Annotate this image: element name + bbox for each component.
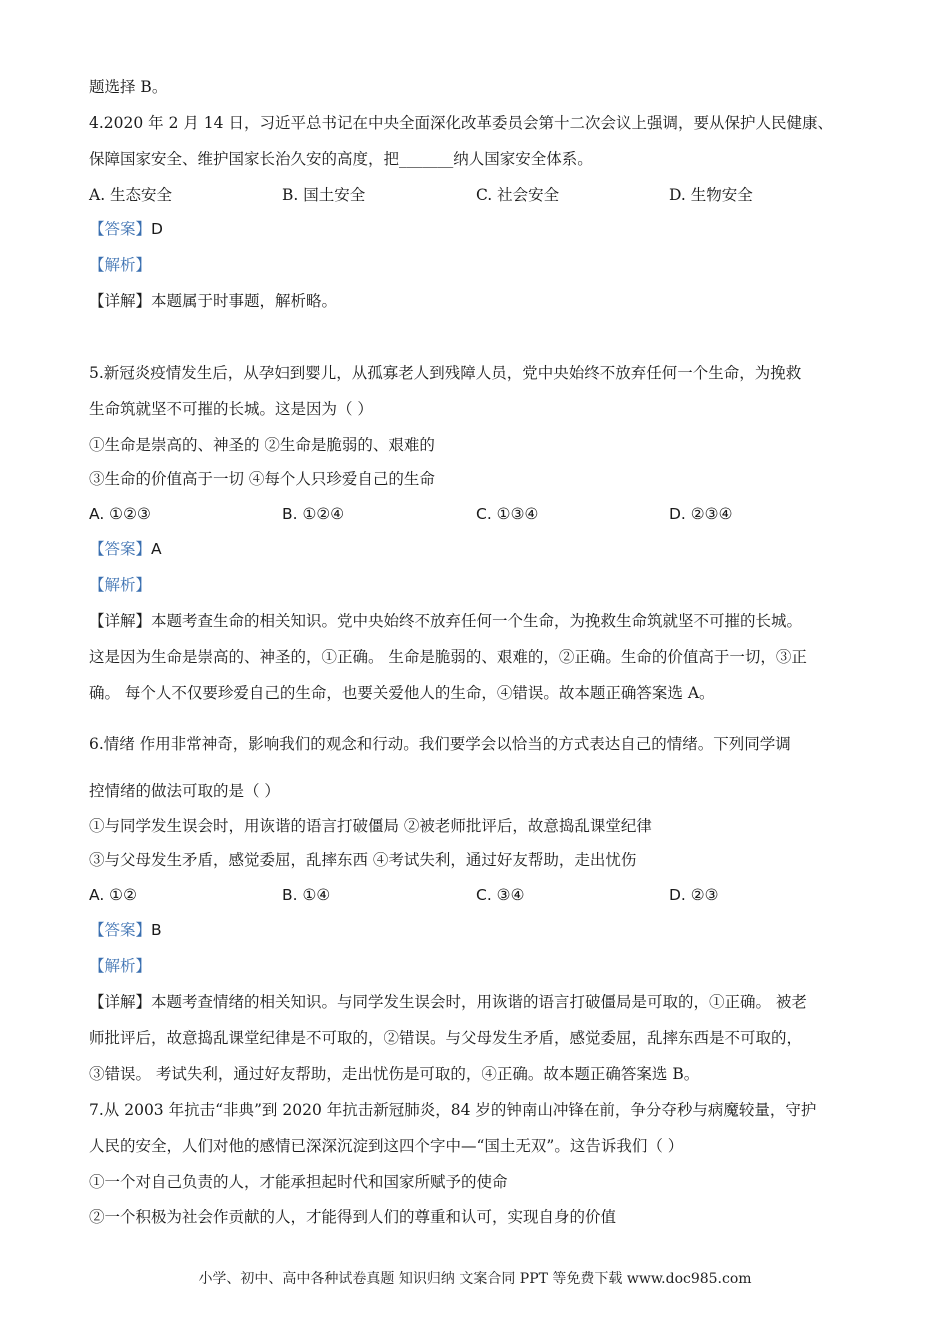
detail-text: 确。 每个人不仅要珍爱自己的生命，也要关爱他人的生命，④错误。故本题正确答案选 A。 <box>89 684 715 702</box>
analysis-tag: 【解析】 <box>89 256 152 274</box>
option-a: A. 生态安全 <box>89 186 173 204</box>
question-7-stem: 7.从 2003 年抗击“非典”到 2020 年抗击新冠肺炎，84 岁的钟南山冲锋在前，争分夺秒与病魔较量，守护 <box>89 1101 817 1119</box>
question-6-stem: 6.情绪 作用非常神奇，影响我们的观念和行动。我们要学会以恰当的方式表达自己的情绪。下列同学调 <box>89 735 791 753</box>
option-c: C. ③④ <box>476 886 525 904</box>
statement-line: ②一个积极为社会作贡献的人，才能得到人们的尊重和认可，实现自身的价值 <box>89 1208 617 1226</box>
answer-value: A <box>151 540 162 558</box>
option-c: C. 社会安全 <box>476 186 560 204</box>
option-d: D. ②③ <box>669 886 719 904</box>
option-b: B. ①②④ <box>282 505 345 523</box>
option-d: D. ②③④ <box>669 505 733 523</box>
option-a: A. ①② <box>89 886 137 904</box>
answer-line <box>89 919 162 941</box>
answer-value: D <box>151 220 163 238</box>
question-7-stem: 人民的安全，人们对他的感情已深深沉淀到这四个字中—“国土无双”。这告诉我们（ ） <box>89 1137 684 1155</box>
option-b: B. ①④ <box>282 886 331 904</box>
page-footer: 小学、初中、高中各种试卷真题 知识归纳 文案合同 PPT 等免费下载 www.doc985.com <box>198 1271 752 1287</box>
statement-line: ①生命是崇高的、神圣的 ②生命是脆弱的、艰难的 <box>89 436 435 454</box>
answer-line <box>89 538 162 560</box>
answer-tag: 【答案】 <box>89 921 152 939</box>
option-d: D. 生物安全 <box>669 186 753 204</box>
answer-tag: 【答案】 <box>89 540 152 558</box>
analysis-tag: 【解析】 <box>89 957 152 975</box>
text-line: 题选择 B。 <box>89 78 168 96</box>
detail-text: ③错误。 考试失利，通过好友帮助，走出忧伤是可取的，④正确。故本题正确答案选 B。 <box>89 1065 700 1083</box>
analysis-tag: 【解析】 <box>89 576 152 594</box>
detail-text: 【详解】本题考查情绪的相关知识。与同学发生误会时，用诙谐的语言打破僵局是可取的，①正确。 被老 <box>89 993 807 1011</box>
question-5-stem: 5.新冠炎疫情发生后，从孕妇到婴儿，从孤寡老人到残障人员，党中央始终不放弃任何一个生命，为挽救 <box>89 364 802 382</box>
question-5-stem: 生命筑就坚不可摧的长城。这是因为（ ） <box>89 400 373 418</box>
option-b: B. 国土安全 <box>282 186 366 204</box>
answer-value: B <box>151 921 162 939</box>
answer-line <box>89 218 163 240</box>
option-c: C. ①③④ <box>476 505 539 523</box>
statement-line: ③与父母发生矛盾，感觉委屈，乱摔东西 ④考试失利，通过好友帮助，走出忧伤 <box>89 851 637 869</box>
question-4-stem: 保障国家安全、维护国家长治久安的高度，把_______纳人国家安全体系。 <box>89 150 593 168</box>
detail-text: 【详解】本题属于时事题，解析略。 <box>89 292 338 310</box>
detail-text: 这是因为生命是崇高的、神圣的，①正确。 生命是脆弱的、艰难的，②正确。生命的价值高于一切，③正 <box>89 648 807 666</box>
statement-line: ①与同学发生误会时，用诙谐的语言打破僵局 ②被老师批评后，故意捣乱课堂纪律 <box>89 817 652 835</box>
statement-line: ③生命的价值高于一切 ④每个人只珍爱自己的生命 <box>89 470 435 488</box>
question-4-stem: 4.2020 年 2 月 14 日，习近平总书记在中央全面深化改革委员会第十二次会议上强调，要从保护人民健康、 <box>89 114 833 132</box>
statement-line: ①一个对自己负责的人，才能承担起时代和国家所赋予的使命 <box>89 1173 508 1191</box>
detail-text: 【详解】本题考查生命的相关知识。党中央始终不放弃任何一个生命，为挽救生命筑就坚不可摧的长城。 <box>89 612 803 630</box>
option-a: A. ①②③ <box>89 505 151 523</box>
detail-text: 师批评后，故意捣乱课堂纪律是不可取的，②错误。与父母发生矛盾，感觉委屈，乱摔东西是不可取的， <box>89 1029 803 1047</box>
question-6-stem: 控情绪的做法可取的是（ ） <box>89 782 280 800</box>
answer-tag: 【答案】 <box>89 220 152 238</box>
